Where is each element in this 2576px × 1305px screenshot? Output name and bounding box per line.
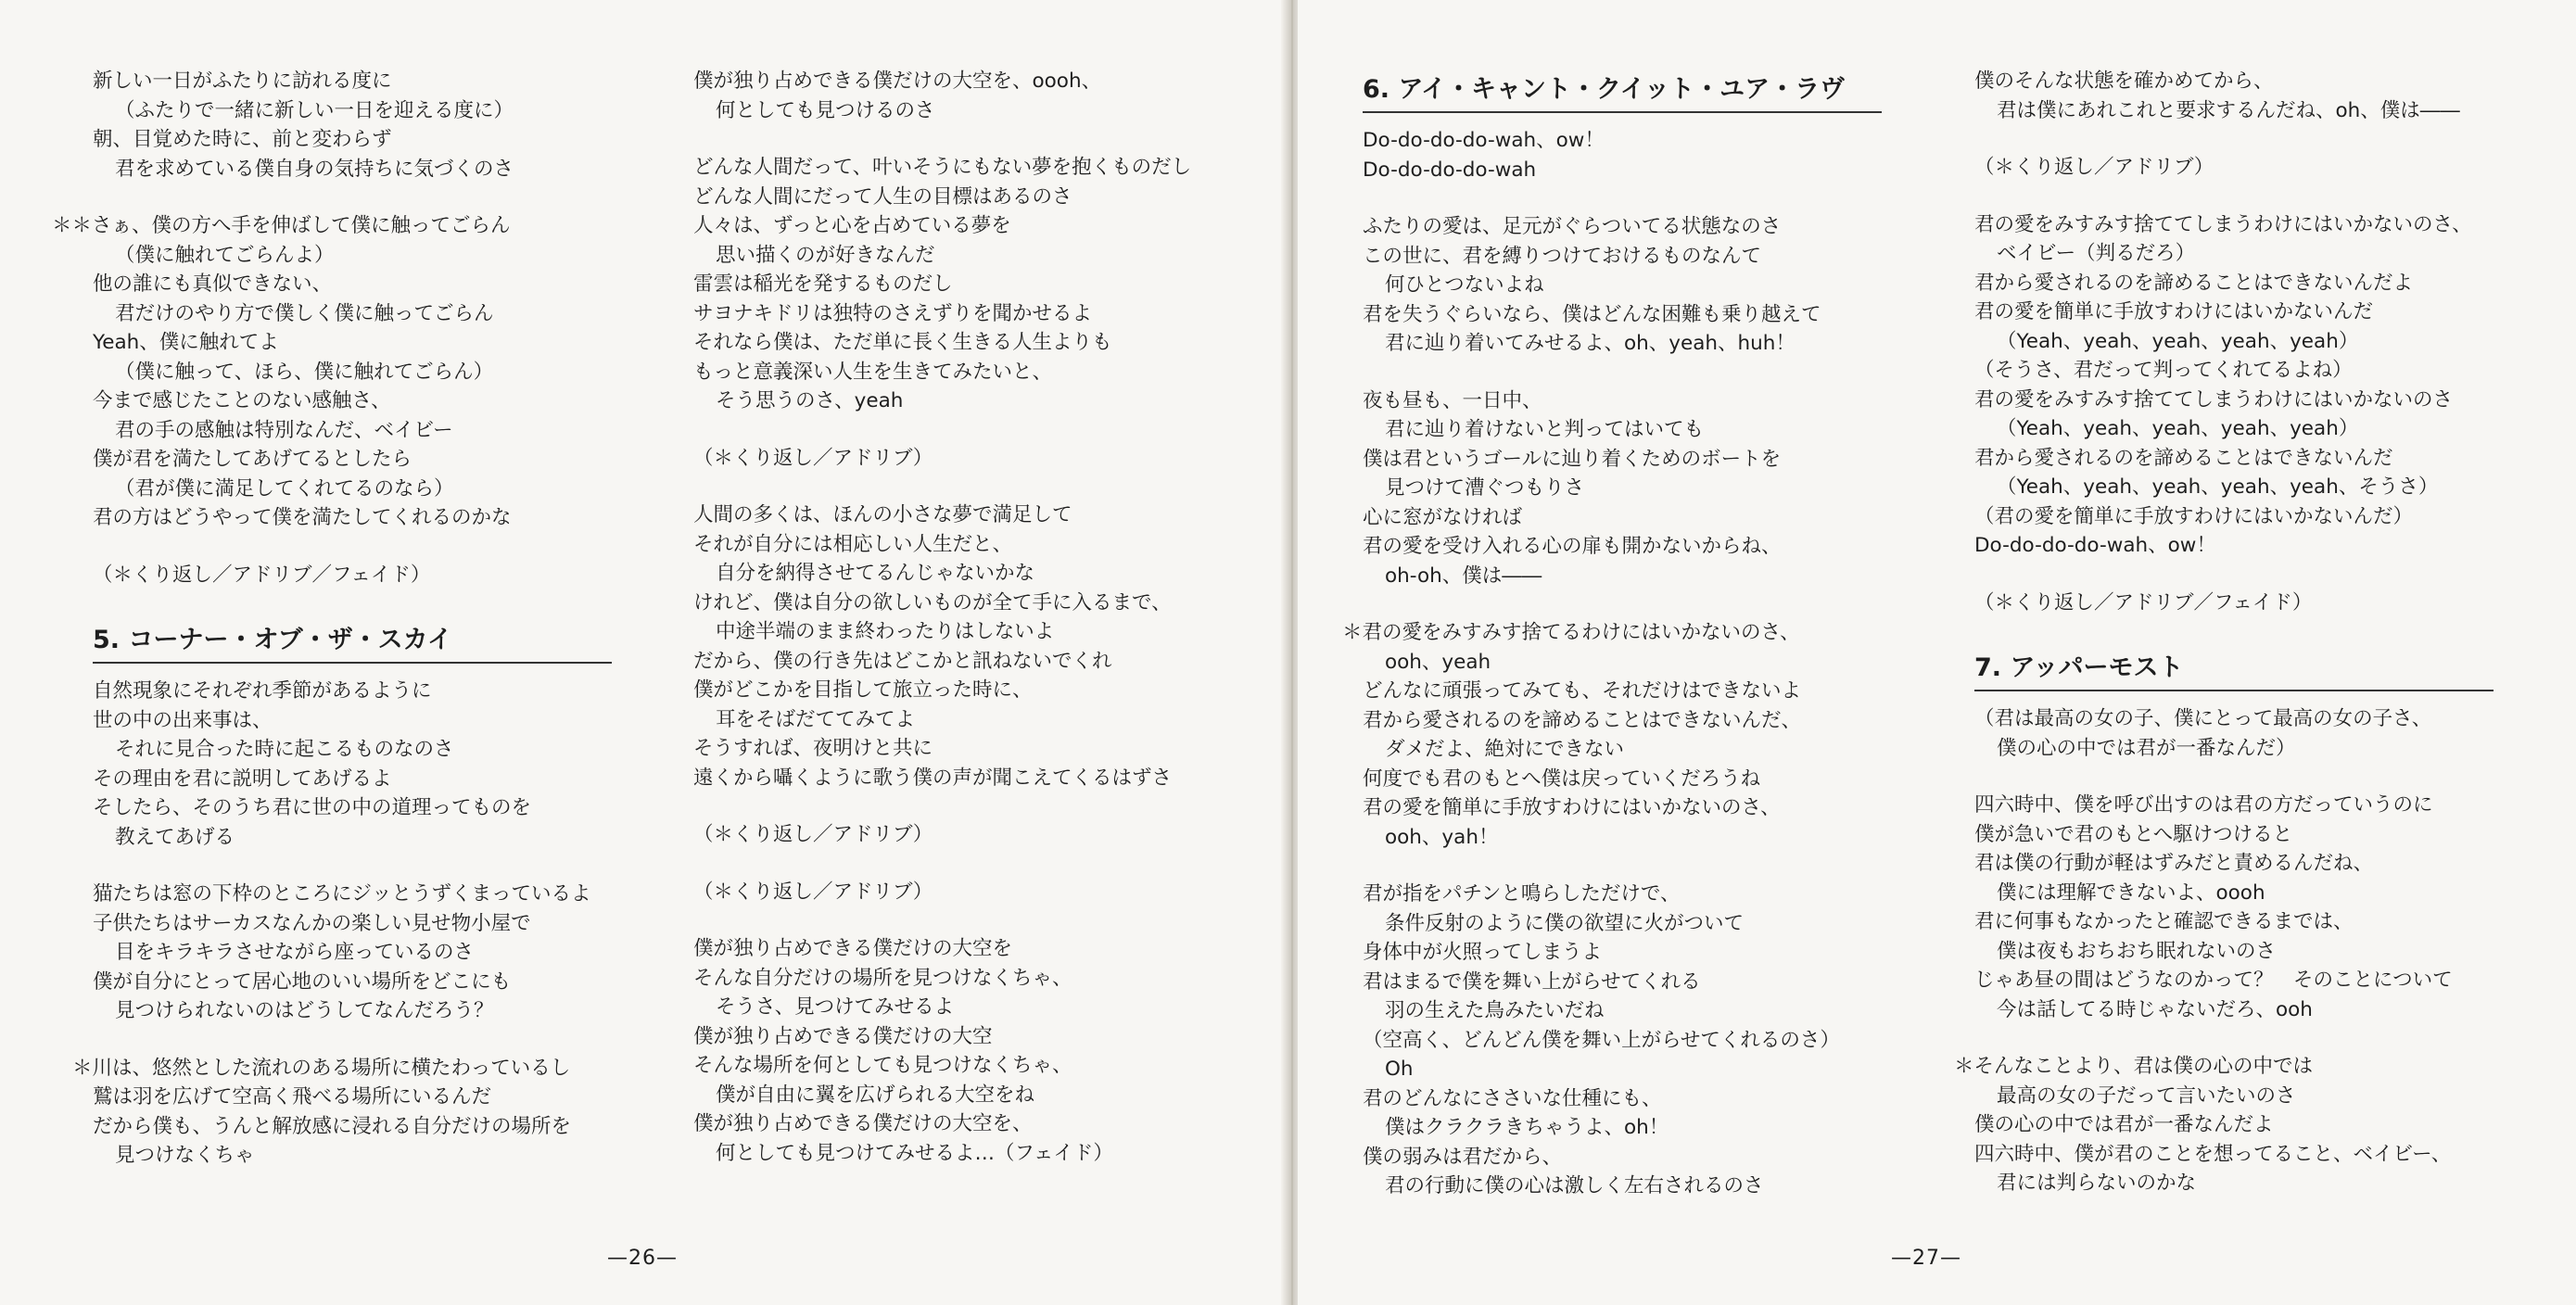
lyric-line: （君が僕に満足してくれてるのなら） [115, 476, 454, 500]
stanza-gap [1974, 763, 2494, 791]
lyric-line: それに見合った時に起こるものなのさ [115, 738, 454, 761]
song-title: 6. アイ・キャント・クイット・ユア・ラヴ [1363, 74, 1882, 113]
lyric-line: 僕の心の中では君が一番なんだ） [1997, 736, 2296, 760]
lyric-line: 世の中の出来事は、 [93, 708, 273, 732]
lyric-line: 夜も昼も、一日中、 [1363, 388, 1542, 412]
lyric-line: 身体中が火照ってしまうよ [1363, 941, 1603, 964]
lyric-line: 僕が急いで君のもとへ駆けつけると [1974, 822, 2293, 846]
lyric-line: ＊川は、悠然とした流れのある場所に横たわっているし [72, 1056, 571, 1080]
lyric-line: 何としても見つけるのさ [716, 98, 935, 122]
lyric-line: 君から愛されるのを諦めることはできないんだ [1974, 446, 2393, 470]
lyric-line: 君が指をパチンと鳴らしただけで、 [1363, 882, 1681, 906]
lyric-line: Do-do-do-do-wah、ow！ [1974, 534, 2216, 557]
lyric-line: 君の行動に僕の心は激しく左右されるのさ [1385, 1174, 1764, 1197]
lyric-line: 君を求めている僕自身の気持ちに気づくのさ [115, 157, 514, 181]
lyric-line: （Yeah、yeah、yeah、yeah、yeah） [1997, 329, 2359, 353]
stanza-gap [1974, 183, 2494, 210]
lyric-line: 僕が独り占めできる僕だけの大空を [693, 937, 1013, 960]
lyrics-column-left-2 [693, 67, 1191, 1168]
lyric-line: 遠くから囁くように歌う僕の声が聞こえてくるはずさ [693, 766, 1173, 790]
lyric-line: 四六時中、僕が君のことを想ってること、ベイビー、 [1974, 1142, 2452, 1166]
lyric-line: ＊＊さぁ、僕の方へ手を伸ばして僕に触ってごらん [52, 214, 511, 237]
lyrics-column-right-2 [1954, 67, 2494, 1198]
stanza-gap [693, 906, 1191, 934]
stanza-gap [1974, 561, 2494, 589]
lyric-line: Do-do-do-do-wah、ow！ [1363, 129, 1605, 152]
lyric-line: そんな自分だけの場所を見つけなくちゃ、 [693, 966, 1072, 990]
lyric-line: 君の方はどうやって僕を満たしてくれるのかな [93, 506, 512, 529]
lyric-line: 君だけのやり方で僕しく僕に触ってごらん [115, 301, 494, 325]
lyric-line: 僕は夜もおちおち眠れないのさ [1997, 939, 2277, 963]
lyric-line: 君のどんなにささいな仕種にも、 [1363, 1086, 1662, 1110]
lyric-line: （空高く、どんどん僕を舞い上がらせてくれるのさ） [1363, 1028, 1840, 1052]
lyric-line: じゃあ昼の間はどうなのかって？ そのことについて [1974, 969, 2453, 992]
lyric-line: （君の愛を簡単に手放すわけにはいかないんだ） [1974, 504, 2414, 528]
lyric-line: 君はまるで僕を舞い上がらせてくれる [1363, 969, 1701, 994]
lyric-line: （＊くり返し／アドリブ） [693, 823, 933, 846]
stanza-gap [93, 852, 612, 880]
lyric-line: それが自分には相応しい人生だと、 [693, 532, 1013, 556]
lyric-line: 僕は君というゴールに辿り着くためのボートを [1363, 447, 1782, 471]
lyric-line: 僕が独り占めできる僕だけの大空を、 [693, 1112, 1033, 1135]
lyric-line: Oh [1385, 1058, 1414, 1081]
stanza-gap [1363, 852, 1882, 880]
lyric-line: 朝、目覚めた時に、前と変わらず [93, 128, 392, 151]
lyric-line: 君の愛を受け入れる心の扉も開かないからね、 [1363, 535, 1782, 558]
lyric-line: 君には判らないのかな [1997, 1172, 2197, 1195]
lyric-line: ふたりの愛は、足元がぐらついてる状態なのさ [1363, 215, 1782, 238]
lyric-line: 僕がどこかを目指して旅立った時に、 [693, 678, 1033, 702]
lyric-line: 君に何事もなかったと確認できるまでは、 [1974, 910, 2354, 933]
stanza-gap [1974, 617, 2494, 645]
lyric-line: Do-do-do-do-wah [1363, 158, 1537, 182]
lyric-line: 他の誰にも真似できない、 [93, 272, 333, 296]
lyric-line: ダメだよ、絶対にできない [1385, 738, 1625, 761]
lyric-line: 思い描くのが好きなんだ [716, 243, 935, 267]
lyric-line: 鷲は羽を広げて空高く飛べる場所にいるんだ [93, 1085, 492, 1109]
lyric-line: 中途半端のまま終わったりはしないよ [716, 620, 1055, 643]
stanza-gap [93, 1026, 612, 1054]
lyric-line: けれど、僕は自分の欲しいものが全て手に入るまで、 [693, 590, 1172, 614]
lyric-line: 君の愛を簡単に手放すわけにはいかないのさ、 [1363, 796, 1781, 819]
song-title: 5. コーナー・オブ・ザ・スカイ [93, 625, 612, 664]
lyrics-column-left-1 [52, 67, 612, 1171]
stanza-gap [693, 850, 1191, 878]
lyric-line: 目をキラキラさせながら座っているのさ [115, 941, 475, 964]
lyric-line: （＊くり返し／アドリブ／フェイド） [93, 563, 431, 587]
lyric-line: （＊くり返し／アドリブ） [1974, 156, 2214, 179]
lyric-line: 君の愛をみすみす捨ててしまうわけにはいかないのさ、 [1974, 212, 2472, 236]
lyric-line: だから、僕の行き先はどこかと訊ねないでくれ [693, 649, 1112, 673]
stanza-gap [693, 416, 1191, 444]
lyric-line: そうさ、見つけてみせるよ [716, 995, 955, 1019]
lyric-line: この世に、君を縛りつけておけるものなんて [1363, 244, 1762, 268]
lyric-line: 君に辿り着いてみせるよ、oh、yeah、huh！ [1385, 332, 1796, 355]
lyric-line: 君から愛されるのを諦めることはできないんだ、 [1363, 708, 1802, 732]
lyric-line: 君は僕にあれこれと要求するんだね、oh、僕は―― [1997, 98, 2460, 122]
lyric-line: 今まで感じたことのない感触さ、 [93, 389, 391, 412]
lyric-line: 僕の弱みは君だから、 [1363, 1145, 1563, 1169]
stanza-gap [693, 125, 1191, 153]
lyric-line: ＊君の愛をみすみす捨てるわけにはいかないのさ、 [1342, 621, 1800, 644]
page-27 [1298, 0, 2576, 1305]
lyric-line: 四六時中、僕を呼び出すのは君の方だっていうのに [1974, 793, 2433, 817]
stanza-gap [1974, 1024, 2494, 1052]
lyric-line: どんなに頑張ってみても、それだけはできないよ [1363, 679, 1802, 703]
lyric-line: 猫たちは窓の下枠のところにジッとうずくまっているよ [93, 882, 591, 906]
stanza-gap [1363, 590, 1882, 618]
lyric-line: 僕が独り占めできる僕だけの大空 [693, 1024, 993, 1048]
lyric-line: Yeah、僕に触れてよ [93, 331, 279, 354]
lyric-line: 何ひとつないよね [1385, 273, 1544, 297]
lyric-line: （僕に触って、ほら、僕に触れてごらん） [115, 360, 494, 384]
lyric-line: （そうさ、君だって判ってくれてるよね） [1974, 359, 2353, 382]
lyric-line: 人々は、ずっと心を占めている夢を [693, 214, 1011, 237]
lyric-line: 条件反射のように僕の欲望に火がついて [1385, 911, 1745, 935]
lyric-line: 僕が自分にとって居心地のいい場所をどこにも [93, 969, 512, 994]
stanza-gap [693, 473, 1191, 500]
lyric-line: 新しい一日がふたりに訪れる度に [93, 70, 392, 93]
lyric-line: ooh、yah！ [1385, 825, 1499, 849]
stanza-gap [1363, 184, 1882, 212]
lyric-line: （＊くり返し／アドリブ） [693, 880, 933, 904]
lyric-line: ＊そんなことより、君は僕の心の中では [1954, 1055, 2314, 1078]
lyric-line: 教えてあげる [115, 825, 235, 849]
page-number-right: —27— [1891, 1247, 1961, 1270]
lyric-line: （ふたりで一緒に新しい一日を迎える度に） [115, 98, 514, 122]
lyric-line: 何としても見つけてみせるよ…（フェイド） [716, 1141, 1113, 1165]
lyric-line: そしたら、そのうち君に世の中の道理ってものを [93, 796, 532, 819]
lyric-line: 君の愛をみすみす捨ててしまうわけにはいかないのさ [1974, 387, 2454, 412]
lyric-line: 最高の女の子だって言いたいのさ [1997, 1083, 2296, 1108]
stanza-gap [1974, 125, 2494, 153]
lyric-line: （Yeah、yeah、yeah、yeah、yeah） [1997, 417, 2359, 440]
lyric-line: ooh、yeah [1385, 650, 1491, 674]
lyric-line: 僕が君を満たしてあげてるとしたら [93, 448, 412, 471]
lyric-line: だから僕も、うんと解放感に浸れる自分だけの場所を [93, 1114, 572, 1138]
lyric-line: 自然現象にそれぞれ季節があるように [93, 679, 432, 703]
lyric-line: 心に窓がなければ [1363, 505, 1523, 529]
page-number-left: —26— [607, 1247, 678, 1270]
lyric-line: どんな人間にだって人生の目標はあるのさ [693, 184, 1072, 209]
lyric-line: その理由を君に説明してあげるよ [93, 767, 392, 791]
lyric-line: 見つけなくちゃ [115, 1144, 255, 1167]
lyric-line: oh-oh、僕は―― [1385, 564, 1542, 588]
stanza-gap [1363, 359, 1882, 386]
lyric-line: そう思うのさ、yeah [716, 389, 904, 412]
stanza-gap [93, 533, 612, 561]
lyric-line: サヨナキドリは独特のさえずりを聞かせるよ [693, 301, 1093, 325]
lyric-line: 僕には理解できないよ、oooh [1997, 881, 2265, 905]
lyric-line: （＊くり返し／アドリブ） [693, 446, 933, 470]
lyric-line: 僕の心の中では君が一番なんだよ [1974, 1113, 2274, 1136]
lyric-line: 自分を納得させてるんじゃないかな [716, 562, 1035, 585]
lyric-line: 僕のそんな状態を確かめてから、 [1974, 70, 2274, 93]
lyric-line: 見つけられないのはどうしてなんだろう？ [115, 999, 494, 1022]
lyric-line: （＊くり返し／アドリブ／フェイド） [1974, 590, 2313, 614]
lyric-line: 人間の多くは、ほんの小さな夢で満足して [693, 503, 1072, 526]
song-title: 7. アッパーモスト [1974, 652, 2494, 691]
lyric-line: 君から愛されるのを諦めることはできないんだよ [1974, 271, 2414, 295]
lyric-line: （Yeah、yeah、yeah、yeah、yeah、そうさ） [1997, 475, 2439, 499]
lyric-line: （僕に触れてごらんよ） [115, 243, 335, 267]
lyric-line: そうすれば、夜明けと共に [693, 737, 933, 760]
stanza-gap [93, 184, 612, 211]
lyric-line: 何度でも君のもとへ僕は戻っていくだろうね [1363, 767, 1761, 791]
stanza-gap [693, 792, 1191, 820]
lyric-line: どんな人間だって、叶いそうにもない夢を抱くものだし [693, 156, 1192, 179]
lyric-line: それなら僕は、ただ単に長く生きる人生よりも [693, 331, 1112, 354]
lyric-line: 僕が独り占めできる僕だけの大空を、oooh、 [693, 70, 1102, 93]
lyrics-column-right-1 [1342, 67, 1882, 1201]
page-26 [0, 0, 1287, 1305]
lyric-line: 君に辿り着けないと判ってはいても [1385, 418, 1705, 441]
lyric-line: 君は僕の行動が軽はずみだと責めるんだね、 [1974, 852, 2374, 875]
lyric-line: 羽の生えた鳥みたいだね [1385, 999, 1605, 1022]
lyric-line: 僕はクラクラきちゃうよ、oh！ [1385, 1116, 1669, 1139]
lyric-line: 子供たちはサーカスなんかの楽しい見せ物小屋で [93, 911, 531, 935]
lyric-line: 君の手の感触は特別なんだ、ベイビー [115, 418, 453, 442]
lyric-line: もっと意義深い人生を生きてみたいと、 [693, 360, 1053, 384]
lyric-line: 見つけて漕ぐつもりさ [1385, 476, 1585, 500]
lyric-line: 耳をそばだててみてよ [716, 707, 916, 731]
lyric-line: 雷雲は稲光を発するものだし [693, 272, 953, 296]
lyric-line: ベイビー（判るだろ） [1997, 242, 2196, 265]
lyric-line: 僕が自由に翼を広げられる大空をね [716, 1083, 1035, 1107]
stanza-gap [93, 589, 612, 617]
lyric-line: 君を失うぐらいなら、僕はどんな困難も乗り越えて [1363, 302, 1821, 326]
lyric-line: 今は話してる時じゃないだろ、ooh [1997, 997, 2313, 1021]
lyric-line: （君は最高の女の子、僕にとって最高の女の子さ、 [1974, 707, 2432, 730]
lyric-line: 君の愛を簡単に手放すわけにはいかないんだ [1974, 300, 2374, 323]
lyric-line: そんな場所を何としても見つけなくちゃ、 [693, 1054, 1072, 1077]
